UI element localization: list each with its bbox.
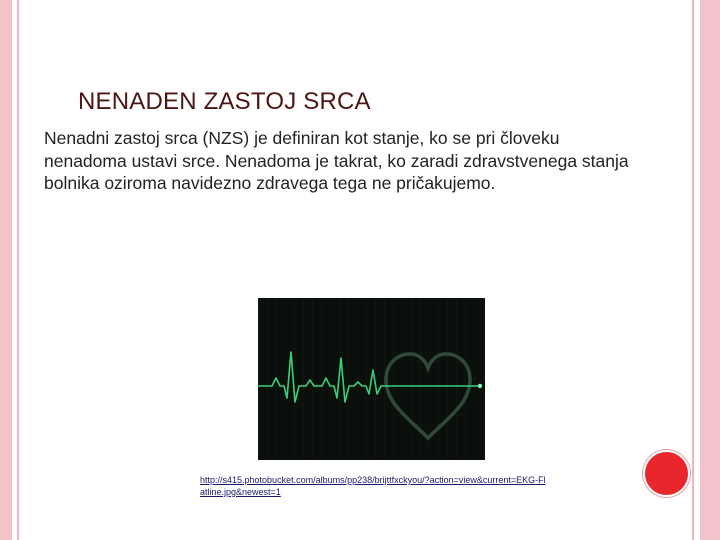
slide-body-text: Nenadni zastoj srca (NZS) je definiran kot stanje, ko se pri človeku nenadoma ustavi srce. Nenadoma je takrat, ko zaradi zdravstvenega stanja bolnika oziroma navidezno zdravega tega ne pričakujemo. bbox=[44, 128, 629, 193]
red-circle-decoration bbox=[643, 450, 690, 497]
slide-title: NENADEN ZASTOJ SRCA bbox=[78, 88, 371, 115]
right-decorative-line bbox=[692, 0, 694, 540]
ekg-graphic bbox=[258, 298, 485, 460]
right-decorative-band bbox=[700, 0, 720, 540]
left-decorative-band bbox=[0, 0, 12, 540]
left-decorative-line bbox=[17, 0, 19, 540]
image-source-link[interactable]: http://s415.photobucket.com/albums/pp238/brijttfxckyou/?action=view&current=EKG-Flatline.jpg&newest=1 bbox=[200, 475, 546, 497]
ekg-trace-end-dot bbox=[478, 384, 482, 388]
ekg-flatline-heart-image bbox=[258, 298, 485, 460]
